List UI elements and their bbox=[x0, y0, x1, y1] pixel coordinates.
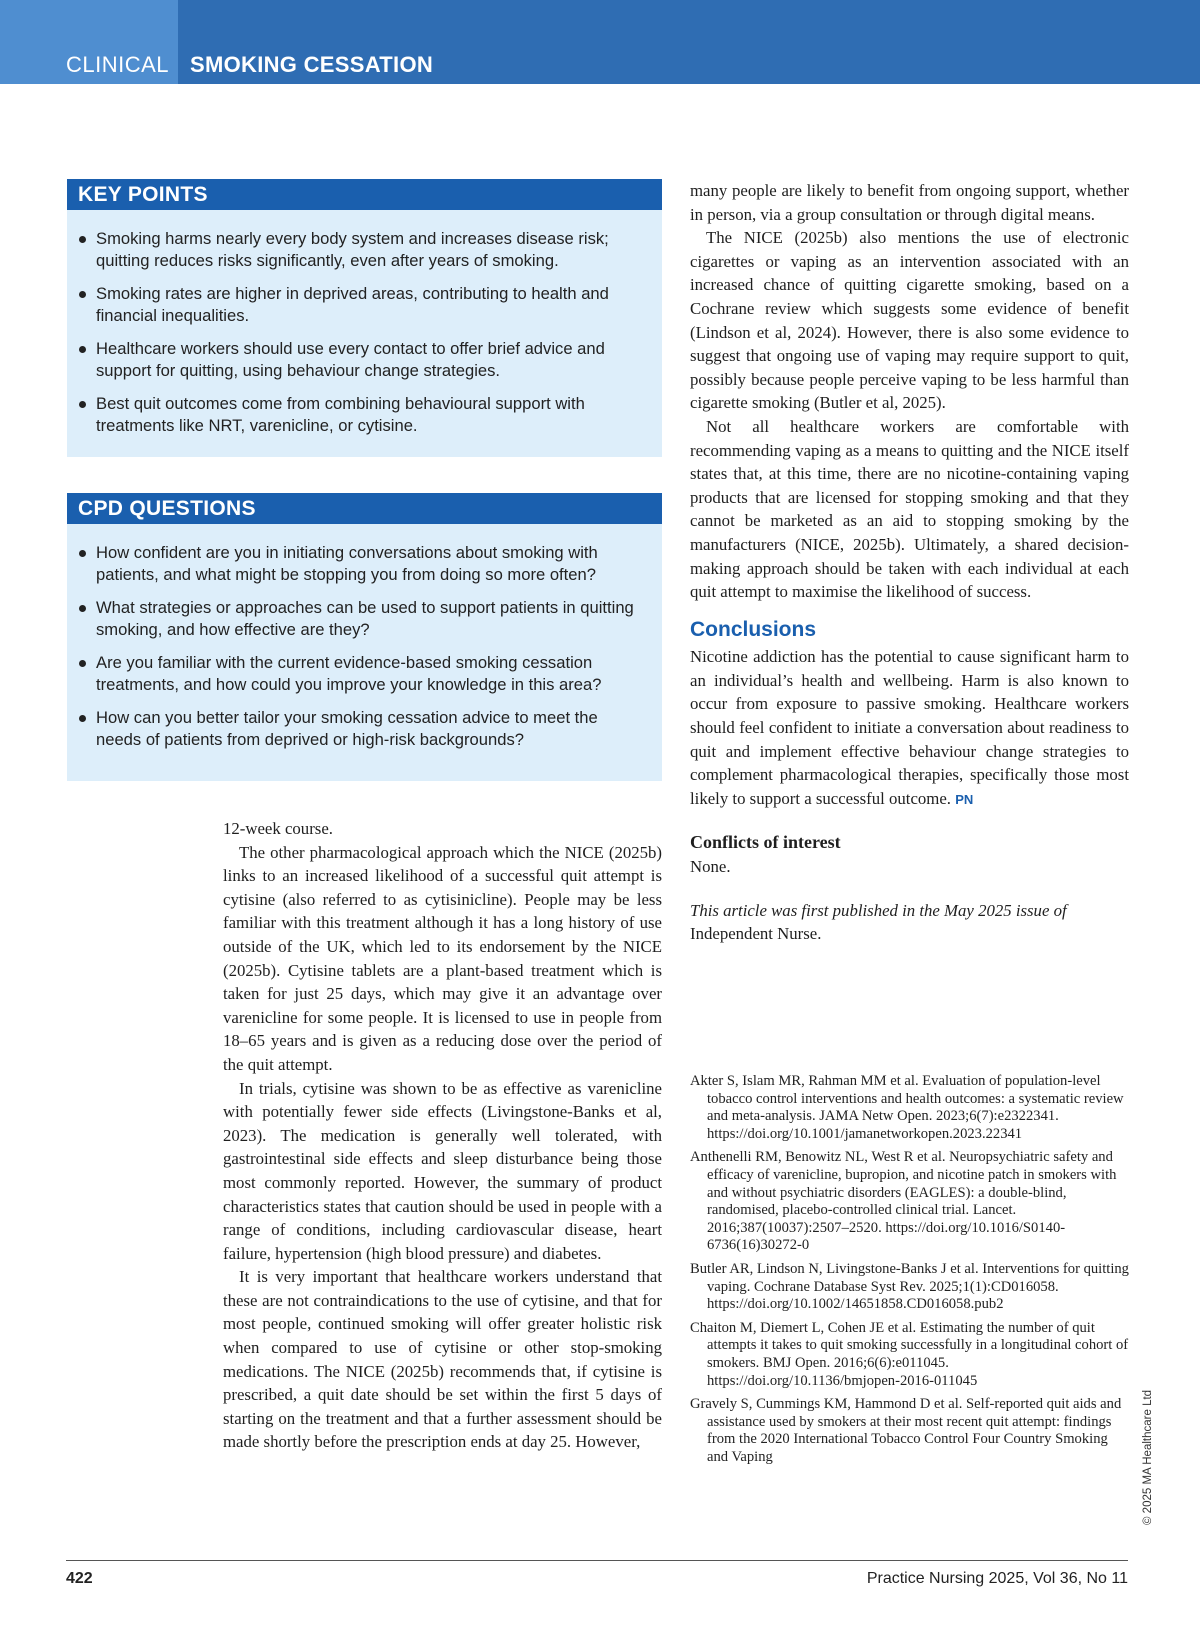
cpd-question-text: How confident are you in initiating conversations about smoking with patients, and what might be stopping you from doing so more often? bbox=[96, 543, 598, 584]
reference-item: Akter S, Islam MR, Rahman MM et al. Evaluation of population-level tobacco control interventions and health outcomes: a systematic review and meta-analysis. JAMA Netw Open. 2023;6(7):e2322341. https://doi.org/10.1001/jamanetworkopen.2023.22341 bbox=[690, 1073, 1124, 1142]
left-body-column bbox=[223, 817, 662, 1454]
key-point-item bbox=[79, 228, 640, 272]
section-title: SMOKING CESSATION bbox=[190, 52, 434, 77]
copyright-notice: © 2025 MA Healthcare Ltd bbox=[1142, 1389, 1154, 1525]
body-paragraph: 12-week course. bbox=[223, 819, 333, 838]
key-point-item bbox=[79, 283, 640, 327]
reference-item: Gravely S, Cummings KM, Hammond D et al. Self-reported quit aids and assistance used by smokers at their most recent quit attempt: findings from the 2020 International Tobacco Control Four Country Smoking and Vaping bbox=[690, 1396, 1122, 1465]
conflicts-text: None. bbox=[690, 857, 731, 877]
bullet-icon bbox=[79, 291, 86, 298]
cpd-questions-list bbox=[67, 524, 662, 751]
key-point-item bbox=[79, 393, 640, 437]
cpd-question-item bbox=[79, 597, 640, 641]
conclusions-paragraph bbox=[690, 645, 1129, 811]
bullet-icon bbox=[79, 605, 86, 612]
body-paragraph: The other pharmacological approach which the NICE (2025b) links to an increased likelihood of a successful quit attempt is cytisine (also referred to as cytisinicline). People may be less familiar with this treatment although it has a long history of use outside of the UK, which led to its endorsement by the NICE (2025b). Cytisine tablets are a plant-based treatment which is taken for just 25 days, which may give it an advantage over varenicline for some people. It is licensed to use in people from 18–65 years and is given as a reducing dose over the period of the quit attempt. bbox=[223, 842, 662, 1074]
bullet-icon bbox=[79, 236, 86, 243]
page-header bbox=[0, 0, 1200, 84]
body-paragraph: many people are likely to benefit from ongoing support, whether in person, via a group consultation or through digital means. bbox=[690, 181, 1129, 224]
cpd-question-text: How can you better tailor your smoking cessation advice to meet the needs of patients from deprived or high-risk backgrounds? bbox=[96, 708, 598, 749]
right-body-column bbox=[690, 179, 1129, 946]
references-list bbox=[690, 1073, 1130, 1472]
bullet-icon bbox=[79, 401, 86, 408]
conclusions-heading: Conclusions bbox=[690, 617, 817, 641]
key-point-text: Best quit outcomes come from combining behavioural support with treatments like NRT, varenicline, or cytisine. bbox=[96, 394, 585, 435]
reference-item: Anthenelli RM, Benowitz NL, West R et al. Neuropsychiatric safety and efficacy of varenicline, bupropion, and nicotine patch in smokers with and without psychiatric disorders (EAGLES): a double-blind, randomised, placebo-controlled clinical trial. Lancet. 2016;387(10037):2507–2520. https://doi.org/10.1016/S0140-6736(16)30272-0 bbox=[690, 1149, 1117, 1254]
reference-item: Chaiton M, Diemert L, Cohen JE et al. Estimating the number of quit attempts it takes to quit smoking successfully in a longitudinal cohort of smokers. BMJ Open. 2016;6(6):e011045. https://doi.org/10.1136/bmjopen-2016-011045 bbox=[690, 1319, 1129, 1389]
reference-item: Butler AR, Lindson N, Livingstone-Banks J et al. Interventions for quitting vaping. Cochrane Database Syst Rev. 2025;1(1):CD016058. https://doi.org/10.1002/14651858.CD016058.pub2 bbox=[690, 1260, 1129, 1313]
first-published-note bbox=[690, 899, 1129, 946]
cpd-question-text: What strategies or approaches can be used to support patients in quitting smoking, and how effective are they? bbox=[96, 598, 634, 639]
key-points-box bbox=[67, 179, 662, 457]
page-number: 422 bbox=[66, 1570, 93, 1587]
key-points-list bbox=[67, 210, 662, 437]
key-point-text: Smoking rates are higher in deprived areas, contributing to health and financial inequalities. bbox=[96, 284, 609, 325]
cpd-questions-box bbox=[67, 493, 662, 781]
bullet-icon bbox=[79, 346, 86, 353]
body-paragraph: The NICE (2025b) also mentions the use of electronic cigarettes or vaping as an intervention associated with an increased chance of quitting cigarette smoking, based on a Cochrane review which suggests some evidence of benefit (Lindson et al, 2024). However, there is also some evidence to suggest that ongoing use of vaping may require support to quit, possibly because people perceive vaping to be less harmful than cigarette smoking (Butler et al, 2025). bbox=[690, 228, 1129, 413]
cpd-question-item bbox=[79, 707, 640, 751]
conflicts-heading: Conflicts of interest bbox=[690, 832, 841, 853]
first-published-journal: Independent Nurse. bbox=[690, 924, 822, 944]
bullet-icon bbox=[79, 660, 86, 667]
cpd-question-item bbox=[79, 652, 640, 696]
body-paragraph: In trials, cytisine was shown to be as effective as varenicline with potentially fewer side effects (Livingstone-Banks et al, 2023). The medication is generally well tolerated, with gastrointestinal side effects and sleep disturbance being those most commonly reported. However, the summary of product characteristics states that caution should be used in people with a range of conditions, including cardiovascular disease, heart failure, hypertension (high blood pressure) and diabetes. bbox=[223, 1078, 662, 1263]
cpd-questions-title: CPD QUESTIONS bbox=[67, 493, 662, 524]
cpd-question-item bbox=[79, 542, 640, 586]
first-published-italic: This article was first published in the May 2025 issue of bbox=[690, 900, 1067, 920]
end-mark: PN bbox=[955, 791, 974, 807]
section-label: CLINICAL bbox=[66, 52, 170, 77]
conclusions-text: Nicotine addiction has the potential to cause significant harm to an individual’s health and wellbeing. Harm is also known to occur from exposure to passive smoking. Healthcare workers should feel confident to initiate a conversation about readiness to quit and implement effective behaviour change strategies to complement pharmacological therapies, specifically those most likely to support a successful outcome. bbox=[690, 647, 1129, 808]
body-paragraph: Not all healthcare workers are comfortable with recommending vaping as a means to quitting and the NICE itself states that, at this time, there are no nicotine-containing vaping products that are licensed for stopping smoking and that they cannot be marketed as an aid to stopping smoking by the manufacturers (NICE, 2025b). Ultimately, a shared decision-making approach should be taken with each individual at each quit attempt to maximise the likelihood of success. bbox=[690, 416, 1129, 602]
cpd-question-text: Are you familiar with the current evidence-based smoking cessation treatments, and how could you improve your knowledge in this area? bbox=[96, 653, 602, 694]
key-point-text: Healthcare workers should use every contact to offer brief advice and support for quitting, using behaviour change strategies. bbox=[96, 339, 605, 380]
footer-divider bbox=[66, 1560, 1128, 1561]
key-points-title: KEY POINTS bbox=[67, 179, 662, 210]
key-point-text: Smoking harms nearly every body system and increases disease risk; quitting reduces risks significantly, even after years of smoking. bbox=[96, 229, 609, 270]
bullet-icon bbox=[79, 715, 86, 722]
body-paragraph: It is very important that healthcare workers understand that these are not contraindications to the use of cytisine, and that for most people, continued smoking will offer greater holistic risk when compared to use of cytisine or other stop-smoking medications. The NICE (2025b) recommends that, if cytisine is prescribed, a quit date should be set within the first 5 days of starting on the treatment and that a further assessment should be made shortly before the prescription ends at day 25. However, bbox=[223, 1267, 662, 1452]
journal-citation: Practice Nursing 2025, Vol 36, No 11 bbox=[866, 1570, 1128, 1587]
key-point-item bbox=[79, 338, 640, 382]
bullet-icon bbox=[79, 550, 86, 557]
